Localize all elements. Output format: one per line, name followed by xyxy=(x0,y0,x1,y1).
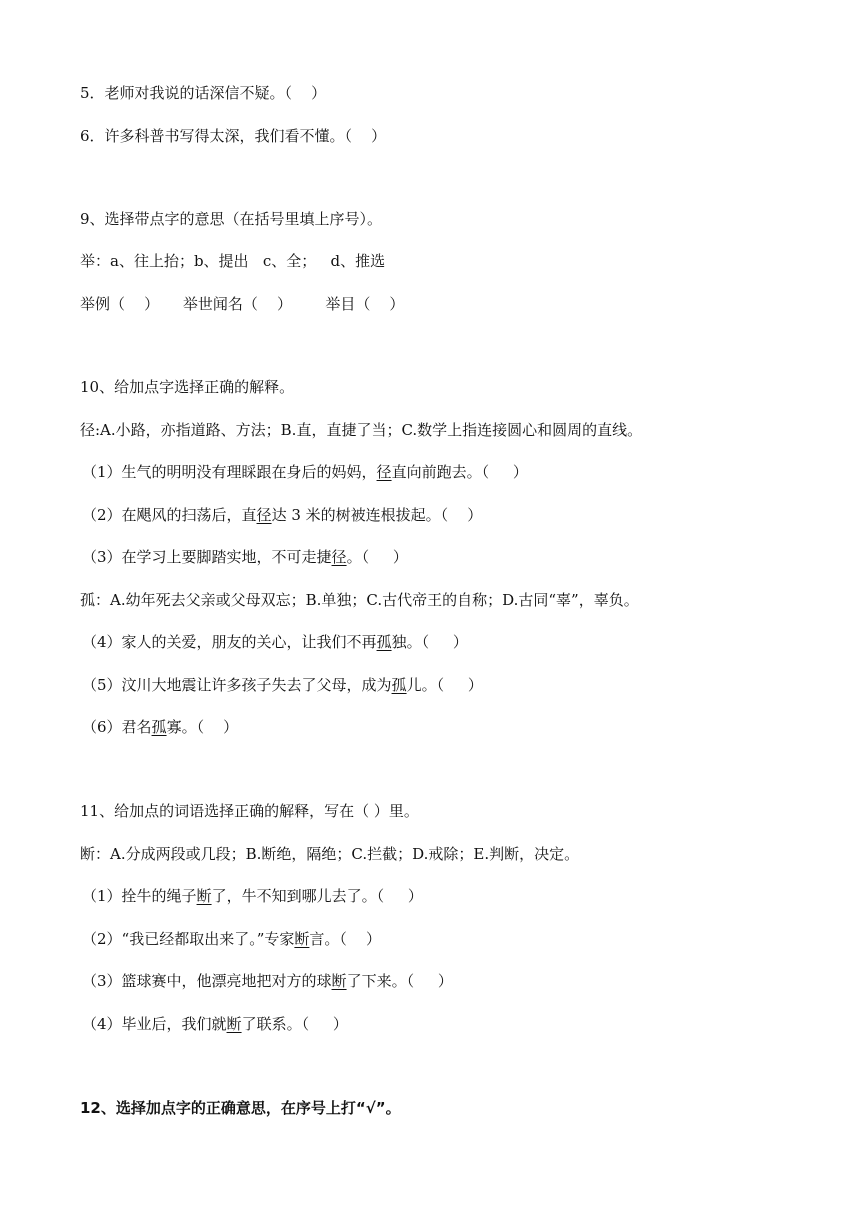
question-11-definition: 断：A.分成两段或几段；B.断绝，隔绝；C.拦截；D.戒除；E.判断，决定。 xyxy=(80,845,580,863)
underlined-char: 断 xyxy=(294,930,310,948)
question-5: 5．老师对我说的话深信不疑。（ ） xyxy=(80,84,327,102)
underlined-char: 断 xyxy=(196,887,212,905)
question-11-title: 11、给加点的词语选择正确的解释，写在（ ）里。 xyxy=(80,802,419,820)
question-11-item-4: （4）毕业后，我们就断了联系。（ ） xyxy=(82,1015,348,1033)
underlined-char: 孤 xyxy=(391,676,407,694)
question-10-title: 10、给加点字选择正确的解释。 xyxy=(80,378,295,396)
question-11-item-2: （2）“我已经都取出来了。”专家断言。（ ） xyxy=(82,930,381,948)
question-10-item-4: （4）家人的关爱，朋友的关心，让我们不再孤独。（ ） xyxy=(82,633,468,651)
question-11-item-3: （3）篮球赛中，他漂亮地把对方的球断了下来。（ ） xyxy=(82,972,453,990)
question-10-item-6: （6）君名孤寡。（ ） xyxy=(82,718,239,736)
underlined-char: 断 xyxy=(226,1015,242,1033)
underlined-char: 孤 xyxy=(376,633,392,651)
question-11-item-1: （1）拴牛的绳子断了，牛不知到哪儿去了。（ ） xyxy=(82,887,423,905)
question-9-definitions: 举：a、往上抬；b、提出 c、全； d、推选 xyxy=(80,252,386,270)
question-10-item-5: （5）汶川大地震让许多孩子失去了父母，成为孤儿。（ ） xyxy=(82,676,483,694)
underlined-char: 孤 xyxy=(151,718,167,736)
question-10-item-3: （3）在学习上要脚踏实地，不可走捷径。（ ） xyxy=(82,548,408,566)
underlined-char: 径 xyxy=(376,463,392,481)
question-9-items: 举例（ ） 举世闻名（ ） 举目（ ） xyxy=(80,295,405,313)
underlined-char: 断 xyxy=(331,972,347,990)
question-9-title: 9、选择带点字的意思（在括号里填上序号）。 xyxy=(80,210,383,228)
question-10-item-1: （1）生气的明明没有理睬跟在身后的妈妈，径直向前跑去。（ ） xyxy=(82,463,528,481)
question-10-definition-jing: 径:A.小路，亦指道路、方法；B.直，直捷了当；C.数学上指连接圆心和圆周的直线。 xyxy=(80,421,643,439)
question-6: 6．许多科普书写得太深，我们看不懂。（ ） xyxy=(80,127,387,145)
question-12-title: 12、选择加点字的正确意思，在序号上打“√”。 xyxy=(80,1099,401,1117)
question-10-definition-gu: 孤：A.幼年死去父亲或父母双忘；B.单独；C.古代帝王的自称；D.古同“辜”，辜负。 xyxy=(80,591,639,609)
underlined-char: 径 xyxy=(256,506,272,524)
question-10-item-2: （2）在飓风的扫荡后，直径达 3 米的树被连根拔起。（ ） xyxy=(82,506,483,524)
underlined-char: 径 xyxy=(331,548,347,566)
